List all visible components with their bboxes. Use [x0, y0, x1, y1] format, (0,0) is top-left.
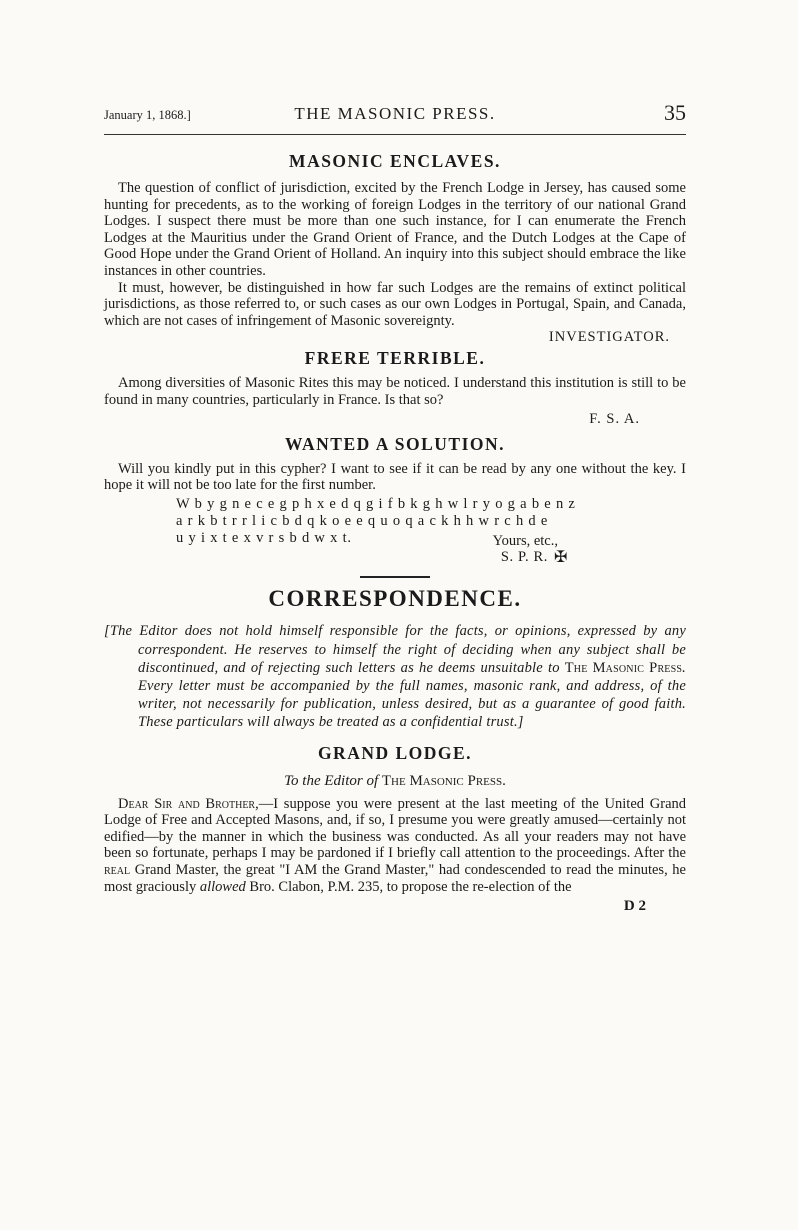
letter-address: [104, 772, 686, 790]
text-column: [104, 150, 686, 915]
issue-date: January 1, 1868.]: [104, 108, 191, 122]
running-head: [104, 102, 686, 128]
cypher-line: a r k b t r r l i c b d q k o e e q u o q a c k h h w r c h d e: [176, 512, 549, 529]
article-wanted-solution: [104, 433, 686, 567]
press-name: The Masonic Press.: [381, 772, 506, 789]
article-masonic-enclaves: [104, 150, 686, 345]
address-prefix: To the Editor of: [284, 772, 382, 789]
letter-text-emphasis: real: [104, 861, 131, 878]
press-name: The Masonic Press: [564, 659, 683, 676]
letter-text: Bro. Clabon, P.M. 235, to propose the re-election of the: [245, 878, 572, 895]
author-signature: F. S. A.: [589, 410, 640, 427]
author-signature: [104, 549, 686, 566]
cypher-line: u y i x t e x v r s b d w x t.: [176, 530, 352, 547]
letter-paragraph: [104, 796, 686, 896]
disclaimer-text: . Every letter must be accompanied by the full names, masonic rank, and address, of the writer, not necessarily for publication, unless desired, but as a guarantee of good faith. These particulars will always be treated as a confidential trust.]: [138, 659, 686, 731]
article-paragraph: Among diversities of Masonic Rites this may be noticed. I understand this institution is still to be found in many countries, particularly in France. Is that so?: [104, 375, 686, 408]
letter-text: —I suppose you were present at the last meeting of the United Grand Lodge of Free and Accepted Masons, and, if so, I presume you were greatly amused—certainly not edified—by the manner in which the business was conducted. As all your readers may not have been so fortunate, perhaps I may be pardoned if I briefly call attention to the proceedings. After the: [104, 795, 687, 862]
salutation: Dear Sir and Brother,: [118, 795, 259, 812]
letter-text-italic: allowed: [199, 878, 246, 895]
article-paragraph: It must, however, be distinguished in how far such Lodges are the remains of extinct political jurisdictions, as those referred to, or such cases as our own Lodges in Portugal, Spain, and Canada, which are not cases of infringement of Masonic sovereignty.: [104, 279, 686, 329]
article-frere-terrible: [104, 347, 686, 426]
article-paragraph: The question of conflict of jurisdiction, excited by the French Lodge in Jersey, has caused some hunting for precedents, as to the working of foreign Lodges in the territory of our national Grand Lodges. I suspect there must be more than one such instance, for I can enumerate the French Lodges at the Mauritius under the Grand Orient of France, and the Dutch Lodges at the Cape of Good Hope under the Grand Orient of Holland. An inquiry into this subject should embrace the like instances in other countries.: [104, 180, 686, 279]
publication-title: THE MASONIC PRESS.: [294, 104, 496, 123]
correspondence-section: [104, 586, 686, 731]
article-heading: FRERE TERRIBLE.: [304, 348, 486, 369]
cypher-line: W b y g n e c e g p h x e d q g i f b k g h w l r y o g a b e n z: [176, 495, 576, 512]
section-heading: CORRESPONDENCE.: [268, 586, 522, 612]
signature-mark: D 2: [623, 898, 646, 915]
maltese-cross-icon: ✠: [553, 549, 568, 567]
author-signature: INVESTIGATOR.: [548, 329, 670, 346]
page-number: 35: [664, 100, 686, 125]
article-paragraph: Will you kindly put in this cypher? I want to see if it can be read by any one without the key. I hope it will not be too late for the first number.: [104, 460, 686, 494]
header-rule: [104, 134, 686, 135]
article-heading: MASONIC ENCLAVES.: [289, 151, 501, 171]
signature-initials: S. P. R.: [500, 549, 548, 566]
article-heading: WANTED A SOLUTION.: [284, 433, 506, 454]
letter-heading: GRAND LODGE.: [317, 742, 473, 763]
section-divider: [360, 576, 430, 578]
editor-disclaimer: [104, 622, 686, 731]
letter-text: Grand Master, the great "I AM the Grand Master," had condescended to read the minutes, he most graciously: [104, 861, 686, 895]
disclaimer-text: [The Editor does not hold himself responsible for the facts, or opinions, expressed by any correspondent. He reserves to himself the right of deciding when any subject shall be discontinued, and of rejecting such letters as he deems unsuitable to: [104, 623, 686, 676]
letter-closing: Yours, etc.,: [492, 533, 558, 550]
letter-grand-lodge: [104, 742, 686, 916]
